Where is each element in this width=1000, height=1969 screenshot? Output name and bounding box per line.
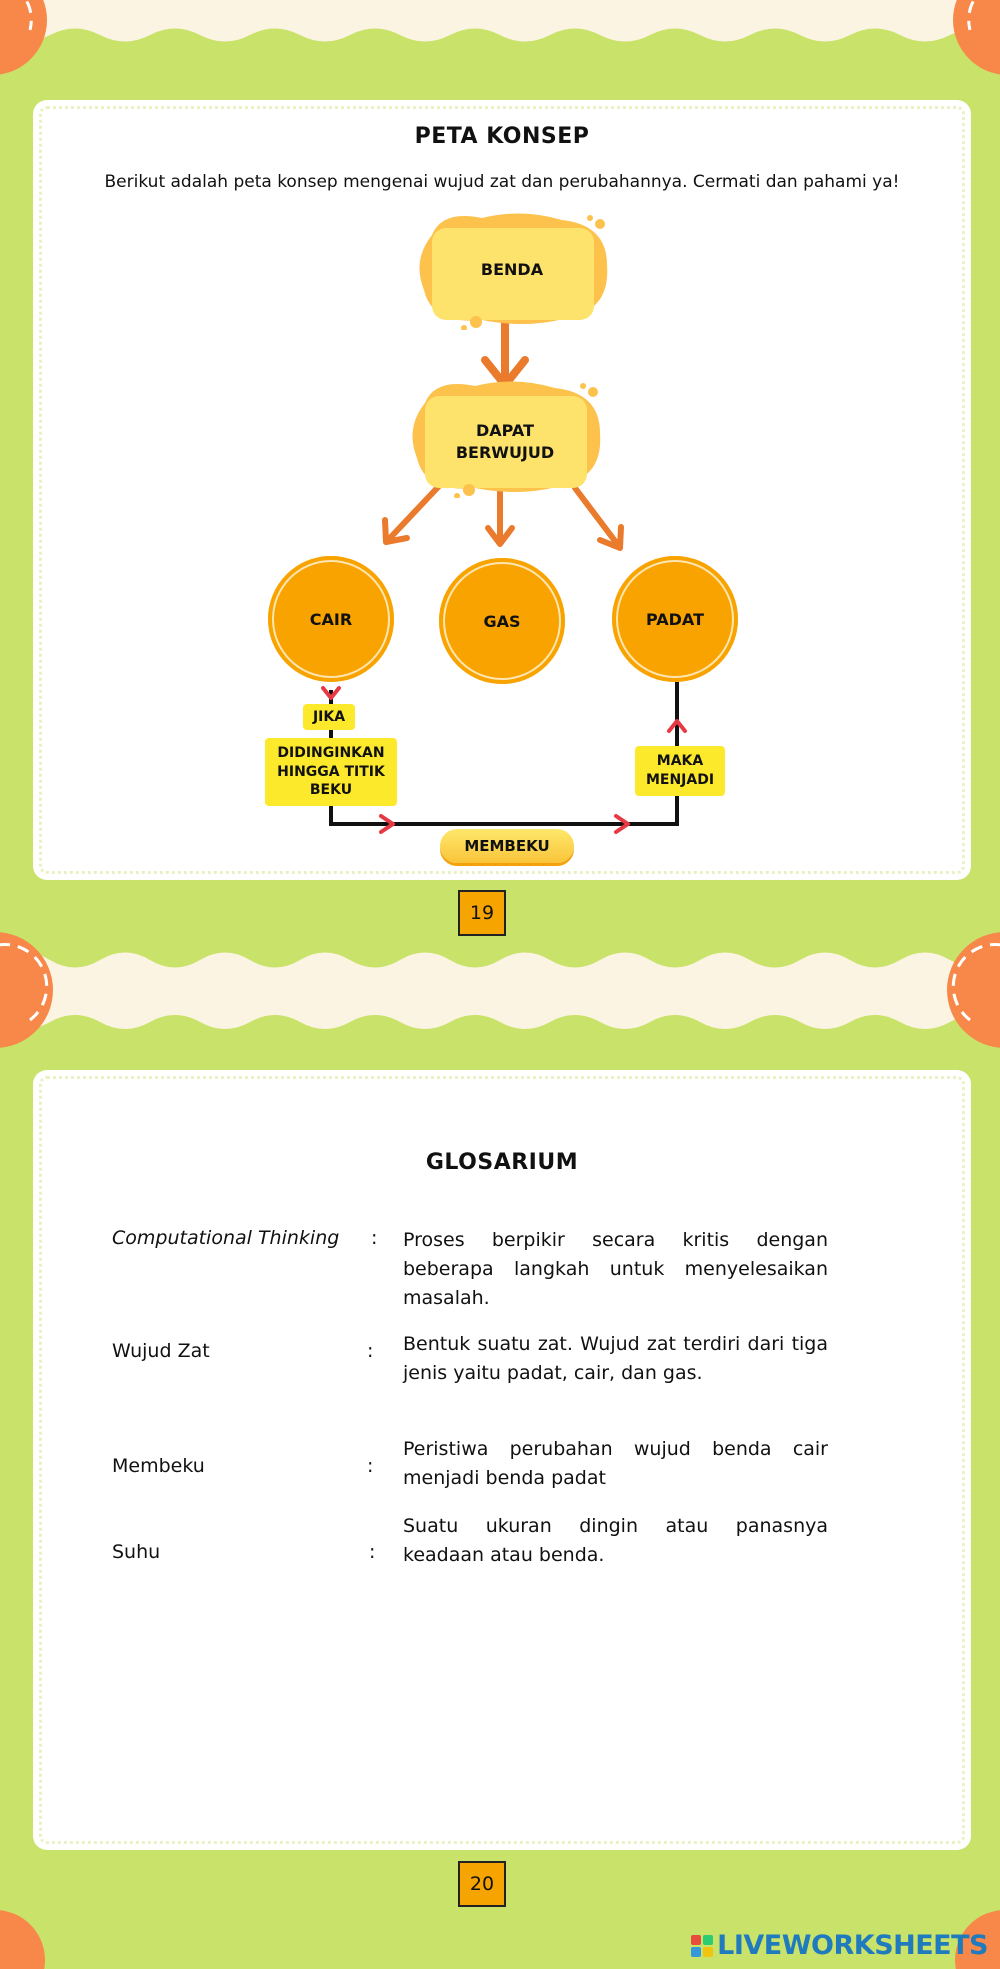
intro-text: Berikut adalah peta konsep mengenai wujud zat dan perubahannya. Cermati dan pahami ya!: [104, 172, 900, 192]
label-didinginkan-line2: HINGGA TITIK: [277, 763, 385, 780]
page-number: 19: [458, 890, 506, 936]
glossary-colon: :: [369, 1541, 376, 1563]
node-dapat-line1: DAPAT: [476, 421, 534, 440]
liveworksheets-logo[interactable]: [691, 1930, 988, 1961]
label-maka-line2: MENJADI: [645, 772, 715, 788]
label-jika: JIKA: [303, 704, 355, 730]
node-cair: CAIR: [268, 556, 394, 682]
label-membeku: MEMBEKU: [440, 829, 574, 863]
glossary-definition: Proses berpikir secara kritis dengan beberapa langkah untuk menyelesaikan masalah.: [403, 1229, 828, 1309]
label-maka-menjadi: [635, 746, 725, 796]
page-title: PETA KONSEP: [414, 124, 590, 149]
label-didinginkan: [265, 738, 397, 806]
brand-text: LIVEWORKSHEETS: [717, 1930, 988, 1961]
glossary-title: GLOSARIUM: [425, 1150, 579, 1175]
glossary-colon: :: [367, 1455, 374, 1477]
node-benda: BENDA: [480, 259, 544, 279]
label-didinginkan-line1: DIDINGINKAN: [277, 744, 385, 761]
glossary-colon: :: [371, 1227, 378, 1249]
node-dapat-line2: BERWUJUD: [455, 443, 555, 462]
node-dapat-berwujud: [425, 398, 585, 486]
glossary-definition: Suatu ukuran dingin atau panasnya keadaan atau benda.: [403, 1515, 828, 1566]
label-maka-line1: MAKA: [656, 753, 704, 770]
label-didinginkan-line3: BEKU: [309, 782, 353, 799]
glossary-colon: :: [367, 1340, 374, 1362]
glossary-definition: Bentuk suatu zat. Wujud zat terdiri dari tiga jenis yaitu padat, cair, dan gas.: [403, 1333, 828, 1384]
glossary-term: Membeku: [112, 1455, 205, 1477]
page-number: 20: [458, 1861, 506, 1907]
glossary-term: Suhu: [112, 1541, 161, 1563]
glossary-term: Wujud Zat: [112, 1340, 210, 1362]
node-padat: PADAT: [612, 556, 738, 682]
node-gas: GAS: [439, 558, 565, 684]
glossary-term: Computational Thinking: [112, 1227, 340, 1249]
glossary-definition: Peristiwa perubahan wujud benda cair menjadi benda padat: [403, 1438, 828, 1489]
liveworksheets-icon: [691, 1935, 713, 1957]
